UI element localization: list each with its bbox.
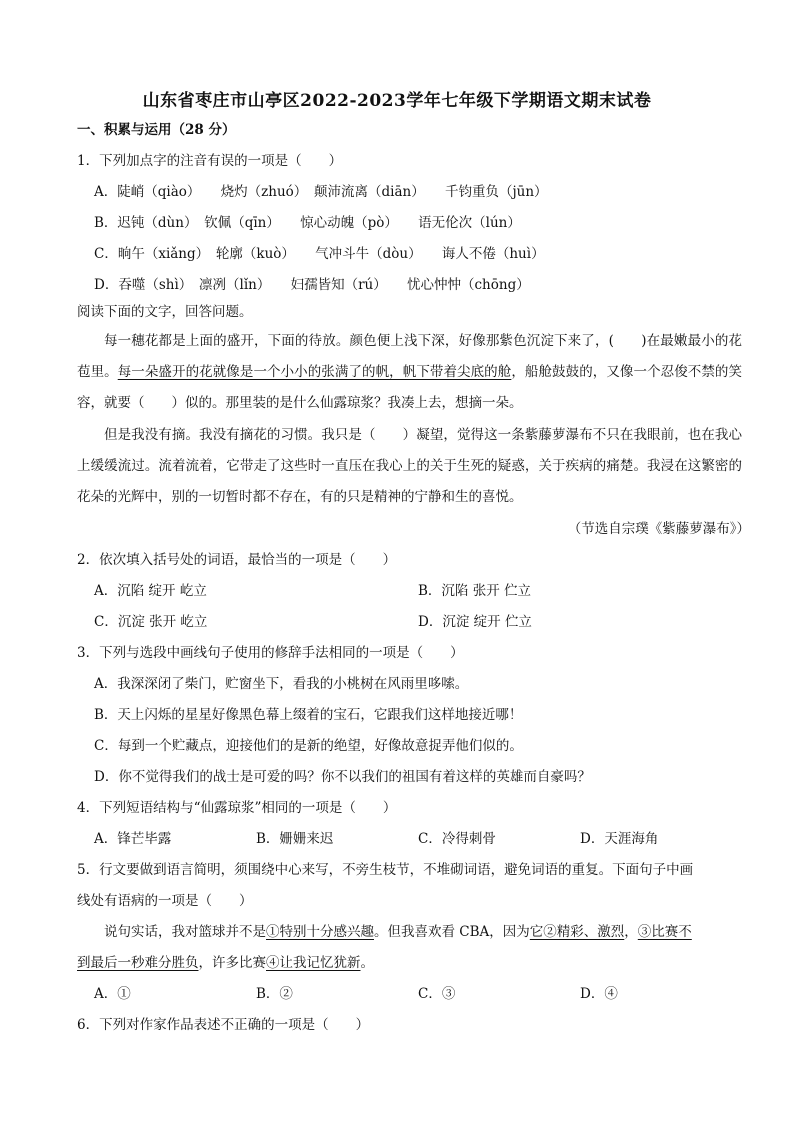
q5-option-a: A．①: [94, 986, 131, 1002]
passage-source: （节选自宗璞《紫藤萝瀑布》）: [567, 521, 750, 537]
q1-stem: 1．下列加点字的注音有误的一项是（ ）: [77, 153, 343, 169]
q4-option-a: A．锋芒毕露: [94, 831, 172, 847]
section-heading: 一、积累与运用（28 分）: [77, 122, 236, 138]
q5-option-b: B．②: [256, 986, 293, 1002]
q5-stem-line-1: 5．行文要做到语言简明，须围绕中心来写，不旁生枝节，不堆砌词语，避免词语的重复。下面句子中画: [77, 862, 694, 878]
q1-option-b: B．迟钝（dùn） 钦佩（qīn） 惊心动魄（pò） 语无伦次（lún）: [94, 215, 521, 231]
q2-option-b: B．沉陷 张开 伫立: [418, 583, 532, 599]
q1-option-a: A．陡峭（qiào） 烧灼（zhuó） 颠沛流离（diān） 千钧重负（jūn）: [94, 184, 548, 200]
q6-stem: 6．下列对作家作品表述不正确的一项是（ ）: [77, 1017, 370, 1033]
q4-option-c: C．冷得刺骨: [418, 831, 496, 847]
passage-paragraph-1: [77, 326, 742, 419]
q5-underline-2: 它②精彩、激烈: [529, 924, 625, 940]
q5-underline-1: ①特别十分感兴趣: [266, 924, 374, 940]
q5-sentence-line-1: [104, 922, 692, 942]
q4-option-d: D．天涯海角: [580, 831, 659, 847]
q2-option-c: C．沉淀 张开 屹立: [94, 614, 208, 630]
q5-stem-line-2: 线处有语病的一项是（ ）: [77, 893, 253, 909]
q5-sentence-part-a: 说句实话，我对篮球并不是: [104, 924, 266, 940]
q5-underline-3a: ③比赛不: [637, 924, 692, 940]
q5-underline-3b: 到最后一秒难分胜负: [77, 955, 199, 971]
q2-option-a: A．沉陷 绽开 屹立: [94, 583, 207, 599]
q3-option-b: B．天上闪烁的星星好像黑色幕上缀着的宝石，它跟我们这样地接近哪！: [94, 707, 523, 723]
passage-p1-text-b: ，船舱鼓鼓的，又像一个忍俊不禁的笑容，就要（ ）似的。那里装的是什么仙露琼浆？我凑上去，想摘一朵。: [77, 364, 743, 411]
q3-stem: 3．下列与选段中画线句子使用的修辞手法相同的一项是（ ）: [77, 645, 464, 661]
q1-option-d: D．吞噬（shì） 凛冽（lǐn） 妇孺皆知（rú） 忧心忡忡（chōng）: [94, 277, 530, 293]
q5-sentence-part-b: 。但我喜欢看 CBA，因为: [374, 924, 530, 940]
q3-option-d: D．你不觉得我们的战士是可爱的吗？你不以我们的祖国有着这样的英雄而自豪吗？: [94, 769, 591, 785]
q2-stem: 2．依次填入括号处的词语，最恰当的一项是（ ）: [77, 552, 397, 568]
q5-option-c: C．③: [418, 986, 456, 1002]
q1-option-c: C．晌午（xiǎng） 轮廓（kuò） 气冲斗牛（dòu） 诲人不倦（huì）: [94, 246, 545, 262]
q5-sentence-part-e: 。: [360, 955, 374, 971]
q5-sentence-part-c: ，: [624, 924, 638, 940]
q2-option-d: D．沉淀 绽开 伫立: [418, 614, 532, 630]
passage-underlined-sentence: 每一朵盛开的花就像是一个小小的张满了的帆，帆下带着尖底的舱: [117, 364, 512, 380]
passage-paragraph-2: 但是我没有摘。我没有摘花的习惯。我只是（ ）凝望，觉得这一条紫藤萝瀑布不只在我眼前，也在我心上缓缓流过。流着流着，它带走了这些时一直压在我心上的关于生死的疑惑，关于疾病的痛楚。我浸在这繁密的花朵的光辉中，别的一切暂时都不存在，有的只是精神的宁静和生的喜悦。: [77, 427, 742, 505]
reading-prompt: 阅读下面的文字，回答问题。: [77, 304, 253, 320]
q4-stem: 4．下列短语结构与“仙露琼浆”相同的一项是（ ）: [77, 800, 397, 816]
q3-option-a: A．我深深闭了柴门，贮窗坐下，看我的小桃树在风雨里哆嗦。: [94, 676, 469, 692]
q5-underline-4: ④让我记忆犹新: [266, 955, 361, 971]
q5-sentence-line-2: [77, 953, 374, 973]
q5-sentence-part-d: ，许多比赛: [198, 955, 266, 971]
passage-p1-text-a: 每一穗花都是上面的盛开，下面的待放。颜色便上浅下深，好像那紫色沉淀下来了，( )在最嫩最小的花苞里。: [77, 333, 742, 380]
q5-option-d: D．④: [580, 986, 618, 1002]
q3-option-c: C．每到一个贮藏点，迎接他们的是新的绝望，好像故意捉弄他们似的。: [94, 738, 523, 754]
exam-title: 山东省枣庄市山亭区2022-2023学年七年级下学期语文期末试卷: [142, 91, 652, 111]
q4-option-b: B．姗姗来迟: [256, 831, 334, 847]
